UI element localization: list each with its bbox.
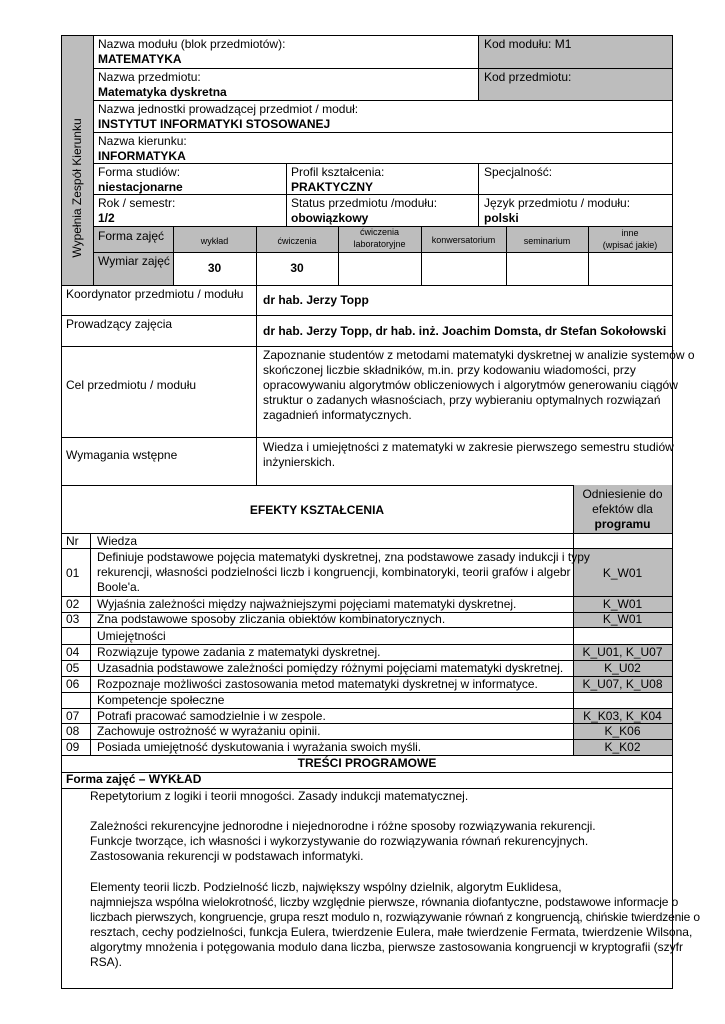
form-other-line1: inne xyxy=(621,228,639,238)
status-label: Status przedmiotu /modułu: xyxy=(291,196,438,210)
study-form-label: Forma studiów: xyxy=(98,165,181,179)
form-lab-line1: ćwiczenia xyxy=(359,227,399,237)
outcome-nr: 04 xyxy=(66,645,80,659)
outcome-nr: 09 xyxy=(66,740,80,754)
outcome-ref: K_K06 xyxy=(604,724,641,738)
outcome-nr: 01 xyxy=(66,566,80,580)
goal-line: struktur o zadanych własnościach, przy wybieraniu optymalnych rozwiązań xyxy=(263,393,661,407)
outcome-text: Potrafi pracować samodzielnie i w zespole. xyxy=(97,709,326,723)
content-form-label: Forma zajęć – WYKŁAD xyxy=(66,772,202,786)
requirements-label: Wymagania wstępne xyxy=(66,448,178,462)
knowledge-header: Wiedza xyxy=(97,534,138,548)
module-code: Kod modułu: M1 xyxy=(484,37,572,51)
module-name-label: Nazwa modułu (blok przedmiotów): xyxy=(98,37,286,51)
form-exercises: ćwiczenia xyxy=(277,236,317,246)
goal-line: skończonej liczbie składników, m.in. przy kodowaniu wiadomości, przy xyxy=(263,363,636,377)
content-p3-line: algorytmy mnożenia i potęgowania modulo dana liczba, pierwsze zastosowania kongruencji w kryptografii (szyfr xyxy=(90,940,683,954)
requirements-line: Wiedza i umiejętności z matematyki w zakresie pierwszego semestru studiów xyxy=(263,440,674,454)
content-title: TREŚCI PROGRAMOWE xyxy=(297,756,437,770)
social-header: Kompetencje społeczne xyxy=(97,693,225,707)
forms-label: Forma zajęć xyxy=(98,229,165,243)
form-lab-line2: laboratoryjne xyxy=(353,239,406,249)
outcome-ref: K_W01 xyxy=(602,566,643,580)
subject-name: Matematyka dyskretna xyxy=(98,85,227,99)
outcome-ref: K_K02 xyxy=(604,740,641,754)
outcomes-ref-line1: Odniesienie do xyxy=(582,487,663,501)
profile-value: PRAKTYCZNY xyxy=(291,180,374,194)
hours-label: Wymiar zajęć xyxy=(98,254,170,268)
outcome-text: Rozpoznaje możliwości zastosowania metod matematyki dyskretnej w informatyce. xyxy=(97,677,538,691)
content-p2-line: Funkcje tworzące, ich własności i wykorzystywanie do rozwiązywania równań rekurencyjnych. xyxy=(90,834,589,848)
outcome-ref: K_W01 xyxy=(602,597,643,611)
content-p3-line: Elementy teorii liczb. Podzielność liczb, największy wspólny dzielnik, algorytm Euklidesa, xyxy=(90,880,562,894)
outcome-text-line: Boole'a. xyxy=(97,580,140,594)
outcomes-title: EFEKTY KSZTAŁCENIA xyxy=(249,503,385,517)
module-name: MATEMATYKA xyxy=(98,52,182,66)
outcome-nr: 02 xyxy=(66,597,80,611)
form-other-line2: (wpisać jakie) xyxy=(602,240,658,250)
outcome-text-line: rekurencji, własności podzielności liczb i kongruencji, kombinatoryki, teorii grafów i algebr xyxy=(97,565,571,579)
outcome-nr: 03 xyxy=(66,612,80,626)
outcomes-ref-line2: efektów dla xyxy=(592,502,653,516)
nr-header: Nr xyxy=(66,534,79,548)
hours-exercises: 30 xyxy=(290,261,304,275)
outcome-text: Zna podstawowe sposoby zliczania obiektów kombinatorycznych. xyxy=(97,612,446,626)
language-label: Język przedmiotu / modułu: xyxy=(484,196,631,210)
content-p3-line: resztach, cechy podzielności, funkcja Eulera, twierdzenie Eulera, małe twierdzenie Fermata, twierdzenie Wilsona, xyxy=(90,925,693,939)
skills-header: Umiejętności xyxy=(97,629,166,643)
teachers-label: Prowadzący zajęcia xyxy=(66,317,173,331)
content-p3-line: RSA). xyxy=(90,955,123,969)
outcome-text: Posiada umiejętność dyskutowania i wyrażania swoich myśli. xyxy=(97,740,422,754)
hours-lecture: 30 xyxy=(207,261,222,275)
outcome-nr: 06 xyxy=(66,677,80,691)
goal-line: zagadnień informatycznych. xyxy=(263,408,412,422)
outcome-text-line: Definiuje podstawowe pojęcia matematyki dyskretnej, zna podstawowe zasady indukcji i typy xyxy=(97,550,590,564)
content-p2-line: Zależności rekurencyjne jednorodne i niejednorodne i różne sposoby rozwiązywania rekurencji. xyxy=(90,819,596,833)
outcome-ref: K_K03, K_K04 xyxy=(583,709,662,723)
coordinator-label: Koordynator przedmiotu / modułu xyxy=(66,287,244,301)
status-value: obowiązkowy xyxy=(291,211,369,225)
coordinator-value: dr hab. Jerzy Topp xyxy=(263,293,369,307)
study-form-value: niestacjonarne xyxy=(98,180,183,194)
outcome-text: Rozwiązuje typowe zadania z matematyki dyskretnej. xyxy=(97,645,381,659)
year-label: Rok / semestr: xyxy=(98,196,176,210)
unit-value: INSTYTUT INFORMATYKI STOSOWANEJ xyxy=(98,117,331,131)
outcome-nr: 07 xyxy=(66,709,80,723)
outcome-ref: K_W01 xyxy=(602,612,643,626)
outcome-text: Zachowuje ostrożność w wyrażaniu opinii. xyxy=(97,724,321,738)
requirements-line: inżynierskich. xyxy=(263,455,336,469)
outcome-ref: K_U07, K_U08 xyxy=(582,677,663,691)
outcome-text: Wyjaśnia zależności między najważniejszymi pojęciami matematyki dyskretnej. xyxy=(97,597,517,611)
form-lecture: wykład xyxy=(200,236,229,246)
goal-line: opracowywaniu algorytmów obliczeniowych i algorytmów generowaniu ciągów xyxy=(263,378,678,392)
field-value: INFORMATYKA xyxy=(98,149,186,163)
outcome-ref: K_U01, K_U07 xyxy=(582,645,663,659)
outcomes-ref-line3: programu xyxy=(594,517,651,531)
form-seminar: seminarium xyxy=(523,236,571,246)
side-label: Wypełnia Zespół Kierunku xyxy=(70,118,84,258)
goal-line: Zapoznanie studentów z metodami matematyki dyskretnej w analizie systemów o xyxy=(263,348,695,362)
content-p3-line: najmniejsza wspólna wielokrotność, liczby względnie pierwsze, równania diofantyczne, podstawowe informacje o xyxy=(90,895,679,909)
outcome-ref: K_U02 xyxy=(604,661,641,675)
form-conversatory: konwersatorium xyxy=(431,235,496,245)
content-p2-line: Zastosowania rekurencji w podstawach informatyki. xyxy=(90,849,364,863)
outcome-nr: 08 xyxy=(66,724,80,738)
subject-code-label: Kod przedmiotu: xyxy=(484,70,572,84)
teachers-value: dr hab. Jerzy Topp, dr hab. inż. Joachim Domsta, dr Stefan Sokołowski xyxy=(263,324,667,338)
unit-label: Nazwa jednostki prowadzącej przedmiot / moduł: xyxy=(98,102,359,116)
specialty-label: Specjalność: xyxy=(484,165,553,179)
goal-label: Cel przedmiotu / modułu xyxy=(66,378,197,392)
field-label: Nazwa kierunku: xyxy=(98,134,187,148)
outcome-text: Uzasadnia podstawowe zależności pomiędzy różnymi pojęciami matematyki dyskretnej. xyxy=(97,661,564,675)
profile-label: Profil kształcenia: xyxy=(291,165,385,179)
language-value: polski xyxy=(484,211,519,225)
subject-name-label: Nazwa przedmiotu: xyxy=(98,70,201,84)
year-value: 1/2 xyxy=(98,211,115,225)
outcome-nr: 05 xyxy=(66,661,80,675)
content-p3-line: liczbach pierwszych, kongruencje, grupa reszt modulo n, rozwiązywanie równań z kongruencją, chińskie twierdzenie o xyxy=(90,910,700,924)
content-p1: Repetytorium z logiki i teorii mnogości. Zasady indukcji matematycznej. xyxy=(90,789,469,803)
